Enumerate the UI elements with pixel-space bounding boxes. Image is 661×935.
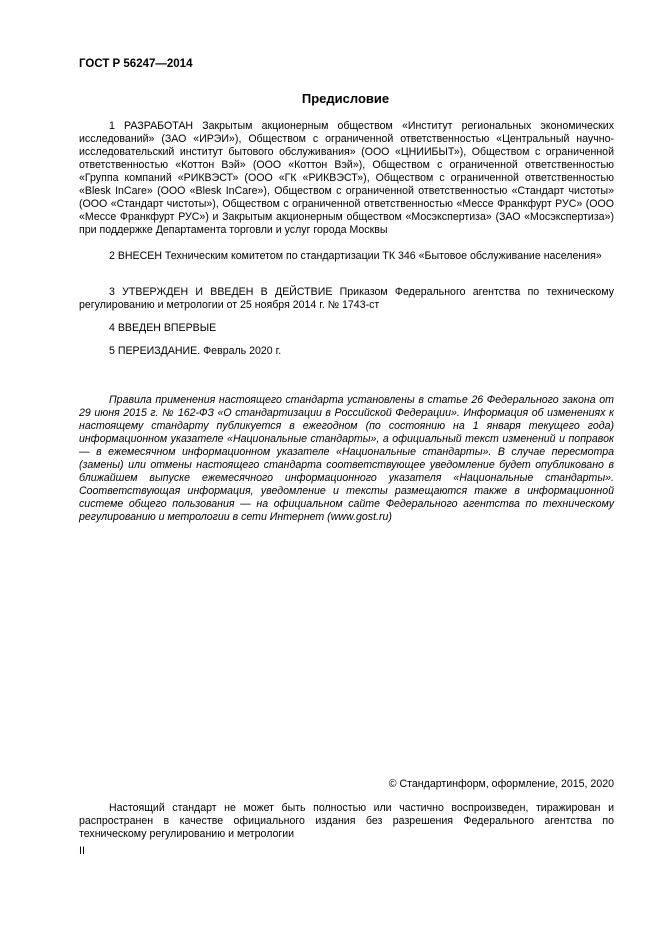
paragraph-text: 1 РАЗРАБОТАН Закрытым акционерным обществом «Институт региональных экономических исследований» (ЗАО «ИРЭИ»), Обществом с ограниченной ответственностью «Центральный научно-исследовательский институт бытового обслуживания» (ООО «ЦНИИБЫТ»), Обществом с ограниченной ответственностью «Коттон Вэй» (ООО «Коттон Вэй»), Обществом с ограниченной ответственностью «Группа компаний «РИКВЭСТ» (ООО «ГК «РИКВЭСТ»), Обществом с ограниченной ответственностью «Blesk InCare» (ООО «Blesk InCare»), Обществом с ограниченной ответственностью «Стандарт чистоты» (ООО «Стандарт чистоты»), Обществом с ограниченной ответственностью «Мессе Франкфурт РУС» (ООО «Мессе Франкфурт РУС») и Закрытым акционерным обществом «Мосэкспертиза» (ЗАО «Мосэкспертиза») при поддержке Департамента торговли и услуг города Москвы (79, 120, 614, 236)
paragraph-text: 5 ПЕРЕИЗДАНИЕ. Февраль 2020 г. (109, 345, 282, 357)
copyright-line: © Стандартинформ, оформление, 2015, 2020 (388, 778, 614, 790)
reproduction-notice (79, 802, 614, 841)
standard-application-notice (79, 394, 614, 524)
standard-code: ГОСТ Р 56247—2014 (79, 58, 193, 70)
paragraph-first-introduced (79, 322, 614, 335)
paragraph-text: 4 ВВЕДЕН ВПЕРВЫЕ (109, 322, 217, 334)
paragraph-text: 3 УТВЕРЖДЕН И ВВЕДЕН В ДЕЙСТВИЕ Приказом Федерального агентства по техническому регулированию и метрологии от 25 ноября 2014 г. № 1743-ст (79, 286, 614, 311)
reproduction-notice-text: Настоящий стандарт не может быть полностью или частично воспроизведен, тиражирован и распространен в качестве официального издания без разрешения Федерального агентства по техническому регулированию и метрологии (79, 802, 614, 840)
page-number: II (79, 845, 85, 857)
notice-text: Правила применения настоящего стандарта установлены в статье 26 Федерального закона от 29 июня 2015 г. № 162-ФЗ «О стандартизации в Российской Федерации». Информация об изменениях к настоящему стандарту публикуется в ежегодном (по состоянию на 1 января текущего года) информационном указателе «Национальные стандарты», а официальный текст изменений и поправок — в ежемесячном информационном указателе «Национальные стандарты». В случае пересмотра (замены) или отмены настоящего стандарта соответствующее уведомление будет опубликовано в ближайшем выпуске ежемесячного информационного указателя «Национальные стандарты». Соответствующая информация, уведомление и тексты размещаются также в информационной системе общего пользования — на официальном сайте Федерального агентства по техническому регулированию и метрологии в сети Интернет (www.gost.ru) (79, 394, 614, 523)
paragraph-approved (79, 286, 614, 312)
paragraph-developed (79, 120, 614, 237)
page-title: Предисловие (301, 91, 390, 106)
paragraph-text: 2 ВНЕСЕН Техническим комитетом по стандартизации ТК 346 «Бытовое обслуживание населения» (109, 250, 602, 262)
paragraph-reissue (79, 345, 614, 358)
paragraph-submitted (79, 250, 614, 263)
